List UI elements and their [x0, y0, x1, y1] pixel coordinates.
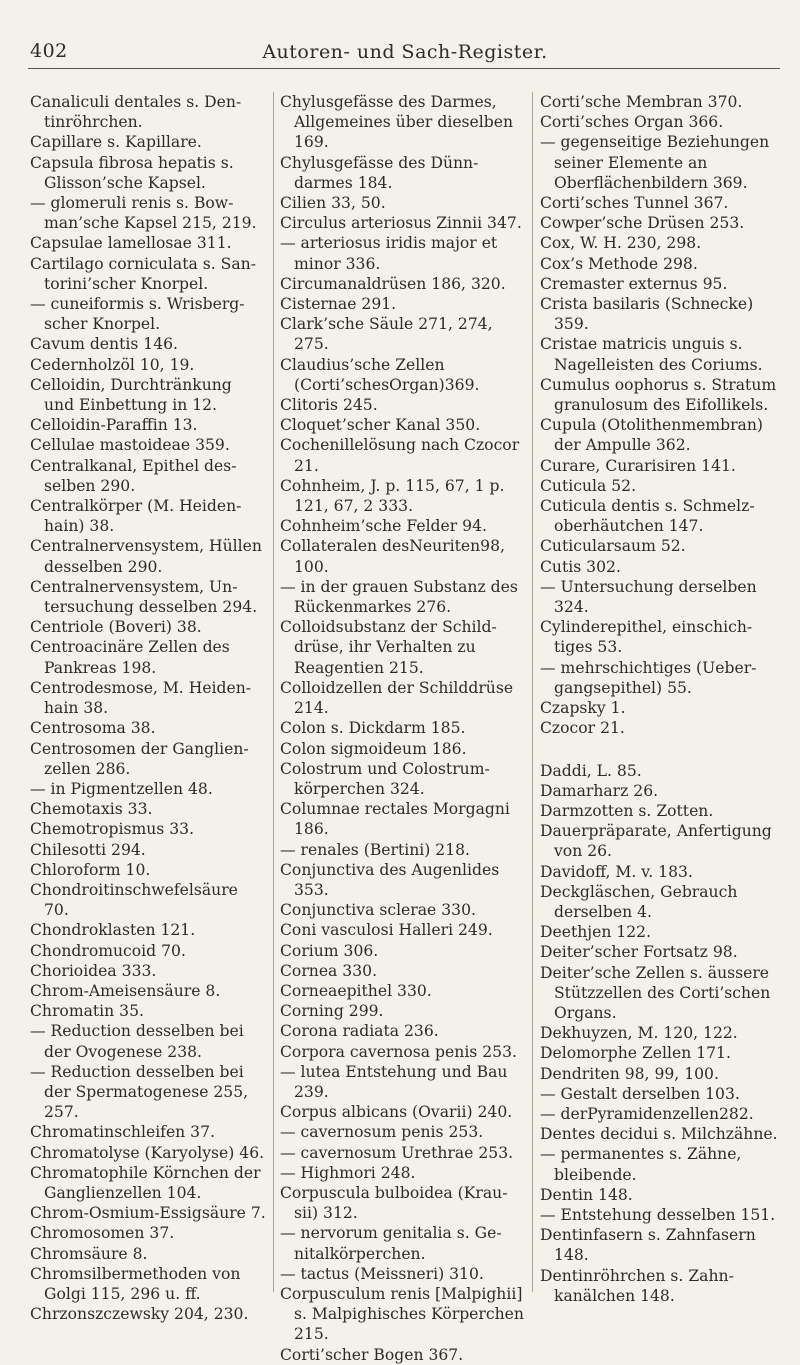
index-entry: Coni vasculosi Halleri 249.	[280, 921, 493, 940]
index-entry: Centroacinäre Zellen des Pankreas 198.	[30, 638, 230, 677]
index-entry: Corpora cavernosa penis 253.	[280, 1042, 517, 1061]
index-entry: Cox’s Methode 298.	[540, 254, 698, 273]
index-entry: Dekhuyzen, M. 120, 122.	[540, 1024, 738, 1043]
index-entry: Cuticula 52.	[540, 476, 637, 495]
header-rule	[28, 68, 780, 69]
index-entry: Corpusculum renis [Malpighii] s. Malpighisches Körperchen 215.	[280, 1284, 524, 1344]
index-entry: Corti’sches Tunnel 367.	[540, 194, 729, 213]
index-column-3	[540, 92, 778, 1306]
index-entry: Chylusgefässe des Darmes, Allgemeines über dieselben 169.	[280, 93, 514, 152]
index-entry: Darmzotten s. Zotten.	[540, 801, 714, 820]
index-entry: — arteriosus iridis major et minor 336.	[280, 234, 498, 273]
index-entry: Chemotaxis 33.	[30, 800, 153, 819]
index-entry: Colostrum und Colostrumkörperchen 324.	[280, 759, 490, 798]
index-entry: Cremaster externus 95.	[540, 274, 728, 293]
index-entry: Chemotropismus 33.	[30, 820, 195, 839]
index-entry: — cavernosum Urethrae 253.	[280, 1143, 514, 1162]
index-entry: Chorioidea 333.	[30, 961, 157, 980]
index-entry: Chrom-Osmium-Essigsäure 7.	[30, 1204, 266, 1223]
index-entry: Cohnheim’sche Felder 94.	[280, 517, 487, 536]
index-entry: Chrom-Ameisensäure 8.	[30, 981, 221, 1000]
index-entry: Centralnervensystem, Hüllen desselben 290.	[30, 537, 262, 576]
index-entry: Chylusgefässe des Dünndarmes 184.	[280, 153, 479, 192]
index-entry: Czocor 21.	[540, 719, 625, 738]
index-entry: Cutis 302.	[540, 557, 621, 576]
index-entry: Conjunctiva sclerae 330.	[280, 901, 476, 920]
index-entry: Chromatolyse (Karyolyse) 46.	[30, 1143, 265, 1162]
index-entry: Chrzonszczewsky 204, 230.	[30, 1305, 249, 1324]
index-column-3-c-entries	[540, 92, 778, 739]
index-entry: Chromatin 35.	[30, 1002, 144, 1021]
index-entry: Chromatinschleifen 37.	[30, 1123, 215, 1142]
index-entry: Celloidin, Durchtränkung und Einbettung in 12.	[30, 375, 232, 415]
index-entry: Dentinröhrchen s. Zahnkanälchen 148.	[540, 1266, 734, 1305]
index-entry: — in Pigmentzellen 48.	[30, 779, 213, 798]
page-header	[30, 40, 780, 64]
index-entry: — Untersuchung derselben 324.	[540, 577, 757, 617]
index-entry: Celloidin-Paraffin 13.	[30, 416, 198, 435]
index-entry: Dentin 148.	[540, 1185, 633, 1204]
index-entry: Cumulus oophorus s. Stratum granulosum des Eifollikels.	[540, 375, 777, 415]
index-columns	[30, 92, 778, 1364]
index-entry: — cavernosum penis 253.	[280, 1123, 484, 1142]
index-entry: Daddi, L. 85.	[540, 761, 642, 780]
index-entry: — renales (Bertini) 218.	[280, 840, 471, 859]
index-entry: Colon s. Dickdarm 185.	[280, 719, 466, 738]
index-entry: Cylinderepithel, einschichtiges 53.	[540, 618, 753, 657]
index-entry: Cox, W. H. 230, 298.	[540, 234, 702, 253]
index-entry: Cisternae 291.	[280, 295, 397, 314]
index-entry: — Reduction desselben bei der Spermatogenese 255, 257.	[30, 1062, 249, 1122]
index-entry: Capsulae lamellosae 311.	[30, 234, 232, 253]
index-entry: — Highmori 248.	[280, 1163, 416, 1182]
index-entry: Cohnheim, J. p. 115, 67, 1 p. 121, 67, 2 333.	[280, 476, 505, 516]
index-entry: Cowper’sche Drüsen 253.	[540, 214, 745, 233]
index-entry: Conjunctiva des Augenlides 353.	[280, 860, 500, 899]
index-entry: Corning 299.	[280, 1002, 384, 1021]
index-entry: Dentinfasern s. Zahnfasern 148.	[540, 1226, 756, 1265]
index-entry: Chloroform 10.	[30, 860, 151, 879]
index-entry: Cedernholzöl 10, 19.	[30, 355, 195, 374]
index-entry: — permanentes s. Zähne, bleibende.	[540, 1145, 742, 1184]
index-entry: Colon sigmoideum 186.	[280, 739, 467, 758]
index-entry: Dauerpräparate, Anfertigung von 26.	[540, 822, 772, 861]
index-entry: Corneaepithel 330.	[280, 981, 432, 1000]
index-entry: Centralkörper (M. Heidenhain) 38.	[30, 497, 242, 536]
index-entry: Deiter’sche Zellen s. äussere Stützzellen des Corti’schen Organs.	[540, 963, 771, 1022]
index-column-3-d-entries	[540, 761, 778, 1306]
index-entry: Chromsäure 8.	[30, 1244, 148, 1263]
index-entry: Clitoris 245.	[280, 396, 378, 415]
index-entry: Colloidzellen der Schilddrüse 214.	[280, 678, 514, 718]
index-entry: Chondroitinschwefelsäure 70.	[30, 880, 238, 920]
index-column-1	[30, 92, 266, 1324]
index-entry: Cochenillelösung nach Czocor 21.	[280, 436, 520, 475]
letter-gap	[540, 739, 778, 761]
index-entry: Cuticularsaum 52.	[540, 537, 686, 556]
index-entry: Canaliculi dentales s. Dentinröhrchen.	[30, 93, 242, 132]
running-title: Autoren- und Sach-Register.	[262, 41, 548, 63]
index-entry: Deiter’scher Fortsatz 98.	[540, 943, 738, 962]
index-entry: Czapsky 1.	[540, 699, 626, 718]
index-entry: Cupula (Otolithenmembran) der Ampulle 362.	[540, 416, 763, 455]
index-entry: Chromosomen 37.	[30, 1224, 175, 1243]
index-entry: Columnae rectales Morgagni 186.	[280, 800, 510, 839]
index-entry: Corpuscula bulboidea (Krausii) 312.	[280, 1183, 508, 1223]
page-number: 402	[30, 40, 68, 62]
index-entry: — derPyramidenzellen282.	[540, 1104, 754, 1123]
index-entry: Deethjen 122.	[540, 923, 652, 942]
index-entry: Centrosoma 38.	[30, 719, 156, 738]
index-entry: — tactus (Meissneri) 310.	[280, 1264, 484, 1283]
index-entry: Cloquet’scher Kanal 350.	[280, 416, 481, 435]
index-entry: Cornea 330.	[280, 961, 378, 980]
index-column-2	[280, 92, 525, 1365]
index-entry: Centralkanal, Epithel desselben 290.	[30, 456, 237, 495]
index-entry: Centrosomen der Ganglienzellen 286.	[30, 739, 249, 778]
index-entry: Corona radiata 236.	[280, 1022, 439, 1041]
index-entry: Crista basilaris (Schnecke) 359.	[540, 295, 754, 334]
index-entry: Chondromucoid 70.	[30, 941, 186, 960]
index-entry: — Entstehung desselben 151.	[540, 1205, 776, 1224]
index-entry: Chromsilbermethoden von Golgi 115, 296 u. ff.	[30, 1264, 241, 1303]
index-entry: Damarharz 26.	[540, 781, 659, 800]
index-entry: Cartilago corniculata s. Santorini’scher Knorpel.	[30, 254, 256, 293]
index-entry: — glomeruli renis s. Bowman’sche Kapsel 215, 219.	[30, 194, 257, 233]
index-entry: Cavum dentis 146.	[30, 335, 179, 354]
index-entry: Chilesotti 294.	[30, 840, 146, 859]
index-entry: Capillare s. Kapillare.	[30, 133, 202, 152]
index-entry: Centrodesmose, M. Heidenhain 38.	[30, 678, 252, 718]
index-entry: — cuneiformis s. Wrisbergscher Knorpel.	[30, 295, 245, 334]
index-entry: Cuticula dentis s. Schmelzoberhäutchen 147.	[540, 497, 755, 536]
index-entry: — nervorum genitalia s. Genitalkörperchen.	[280, 1224, 502, 1263]
index-entry: Centralnervensystem, Untersuchung desselben 294.	[30, 577, 258, 617]
index-entry: Chromatophile Körnchen der Ganglienzellen 104.	[30, 1163, 261, 1202]
index-entry: Centriole (Boveri) 38.	[30, 618, 202, 637]
column-divider	[532, 92, 533, 1292]
index-entry: Corti’sche Membran 370.	[540, 93, 743, 111]
index-entry: Curare, Curarisiren 141.	[540, 456, 736, 475]
index-entry: Circumanaldrüsen 186, 320.	[280, 274, 506, 293]
index-entry: Clark’sche Säule 271, 274, 275.	[280, 315, 493, 354]
index-entry: Cellulae mastoideae 359.	[30, 436, 230, 455]
column-divider	[273, 92, 274, 1292]
index-entry: Cristae matricis unguis s. Nagelleisten des Coriums.	[540, 335, 763, 374]
index-entry: — Gestalt derselben 103.	[540, 1084, 740, 1103]
index-entry: — lutea Entstehung und Bau 239.	[280, 1062, 508, 1101]
index-entry: — mehrschichtiges (Uebergangsepithel) 55.	[540, 658, 757, 697]
index-entry: Colloidsubstanz der Schilddrüse, ihr Verhalten zu Reagentien 215.	[280, 618, 497, 677]
index-entry: Deckgläschen, Gebrauch derselben 4.	[540, 882, 738, 921]
index-entry: Dendriten 98, 99, 100.	[540, 1064, 719, 1083]
index-entry: — Reduction desselben bei der Ovogenese 238.	[30, 1022, 244, 1061]
index-entry: Capsula fibrosa hepatis s. Glisson’sche Kapsel.	[30, 153, 234, 192]
index-entry: Cilien 33, 50.	[280, 194, 386, 213]
index-entry: — in der grauen Substanz des Rückenmarkes 276.	[280, 577, 518, 617]
index-entry: Corti’scher Bogen 367.	[280, 1345, 464, 1364]
index-entry: Corpus albicans (Ovarii) 240.	[280, 1103, 513, 1122]
index-entry: Corium 306.	[280, 941, 379, 960]
index-entry: Circulus arteriosus Zinnii 347.	[280, 214, 522, 233]
index-entry: Corti’sches Organ 366.	[540, 113, 724, 132]
index-entry: Davidoff, M. v. 183.	[540, 862, 693, 881]
index-entry: — gegenseitige Beziehungen seiner Elemente an Oberflächenbildern 369.	[540, 133, 770, 192]
index-entry: Collateralen desNeuriten98, 100.	[280, 537, 505, 576]
index-entry: Chondroklasten 121.	[30, 921, 196, 940]
index-entry: Dentes decidui s. Milchzähne.	[540, 1125, 778, 1144]
index-entry: Claudius’sche Zellen (Corti’schesOrgan)369.	[280, 355, 480, 394]
index-entry: Delomorphe Zellen 171.	[540, 1044, 731, 1063]
